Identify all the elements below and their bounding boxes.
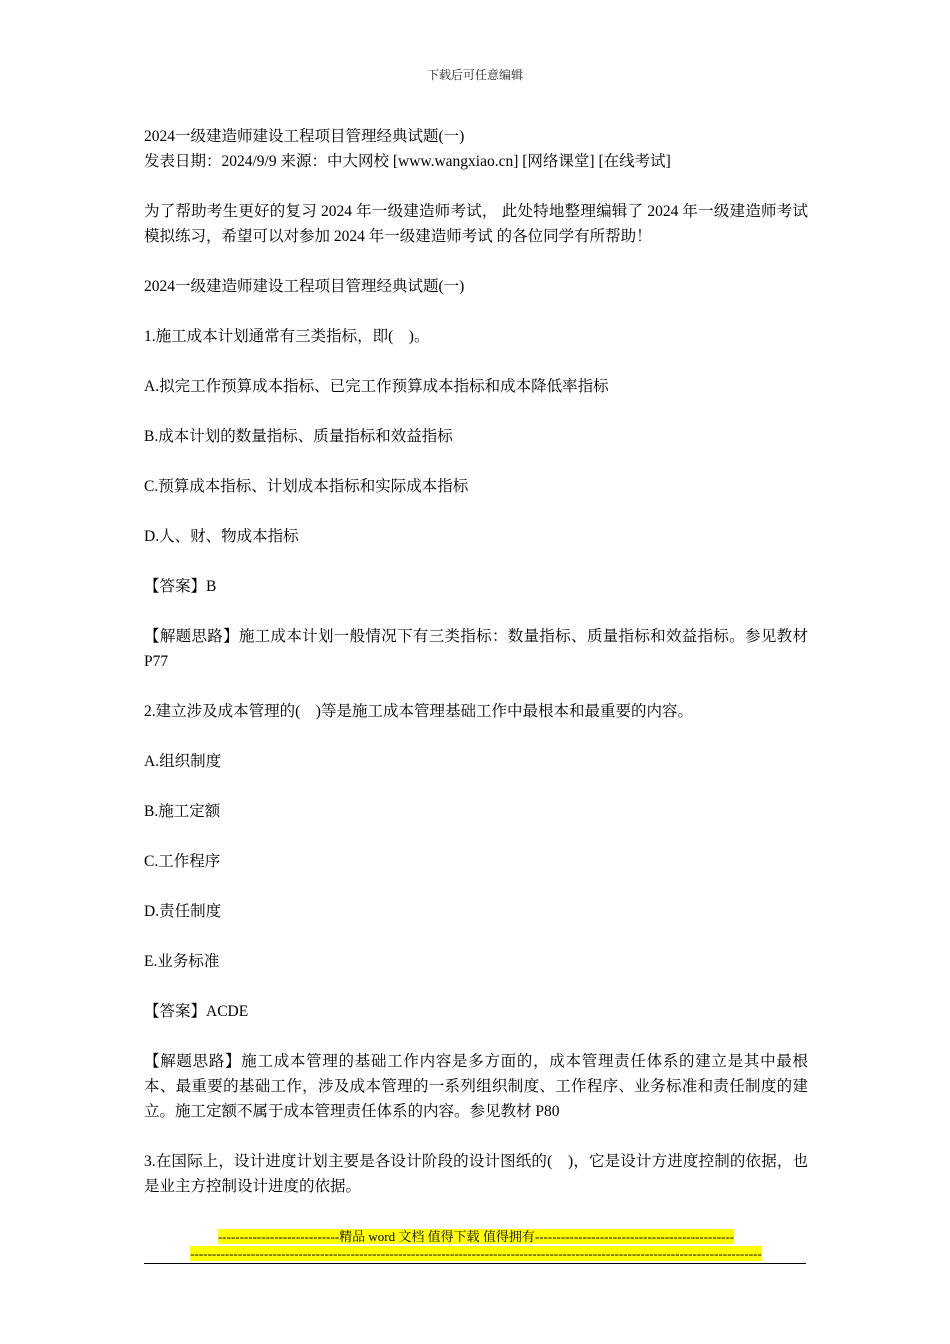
question-stem: 1.施工成本计划通常有三类指标，即( )。 — [144, 328, 430, 345]
question-stem: 2.建立涉及成本管理的( )等是施工成本管理基础工作中最根本和最重要的内容。 — [144, 703, 693, 720]
question-option: B.施工定额 — [144, 803, 221, 820]
question-option: D.责任制度 — [144, 903, 222, 920]
analysis-paragraph: 【解题思路】施工成本计划一般情况下有三类指标：数量指标、质量指标和效益指标。参见教材 P77 — [144, 628, 808, 670]
answer-line: 【答案】B — [144, 578, 217, 595]
question-option: A.拟完工作预算成本指标、已完工作预算成本指标和成本降低率指标 — [144, 378, 609, 395]
question-option: C.工作程序 — [144, 853, 221, 870]
question-option: B.成本计划的数量指标、质量指标和效益指标 — [144, 428, 453, 445]
footer-rule — [144, 1263, 806, 1264]
footer-line-1: ----------------------------精品 word 文档 值得下载 值得拥有---------------------------------------------- — [217, 1229, 735, 1244]
footer-line-2: ------------------------------------------------------------------------------------------------------------------------------------ — [190, 1246, 762, 1261]
analysis-paragraph: 【解题思路】施工成本管理的基础工作内容是多方面的，成本管理责任体系的建立是其中最根本、最重要的基础工作，涉及成本管理的一系列组织制度、工作程序、业务标准和责任制度的建立。施工定额不属于成本管理责任体系的内容。参见教材 P80 — [144, 1053, 808, 1120]
intro-paragraph: 为了帮助考生更好的复习 2024 年一级建造师考试， 此处特地整理编辑了 2024 年一级建造师考试 模拟练习，希望可以对参加 2024 年一级建造师考试 的各位同学有所帮助！ — [144, 203, 808, 245]
footer-banner — [144, 1228, 808, 1262]
header-note: 下载后可任意编辑 — [426, 68, 523, 82]
question-option: E.业务标准 — [144, 953, 220, 970]
document-body — [144, 124, 808, 1199]
question-option: C.预算成本指标、计划成本指标和实际成本指标 — [144, 478, 469, 495]
document-title: 2024一级建造师建设工程项目管理经典试题(一) — [144, 128, 465, 145]
question-option: A.组织制度 — [144, 753, 222, 770]
question-option: D.人、财、物成本指标 — [144, 528, 299, 545]
section-subtitle: 2024一级建造师建设工程项目管理经典试题(一) — [144, 278, 465, 295]
question-stem: 3.在国际上，设计进度计划主要是各设计阶段的设计图纸的( )，它是设计方进度控制的依据，也是业主方控制设计进度的依据。 — [144, 1153, 808, 1195]
answer-line: 【答案】ACDE — [144, 1003, 249, 1020]
meta-line: 发表日期：2024/9/9 来源：中大网校 [www.wangxiao.cn] [网络课堂] [在线考试] — [144, 153, 671, 170]
